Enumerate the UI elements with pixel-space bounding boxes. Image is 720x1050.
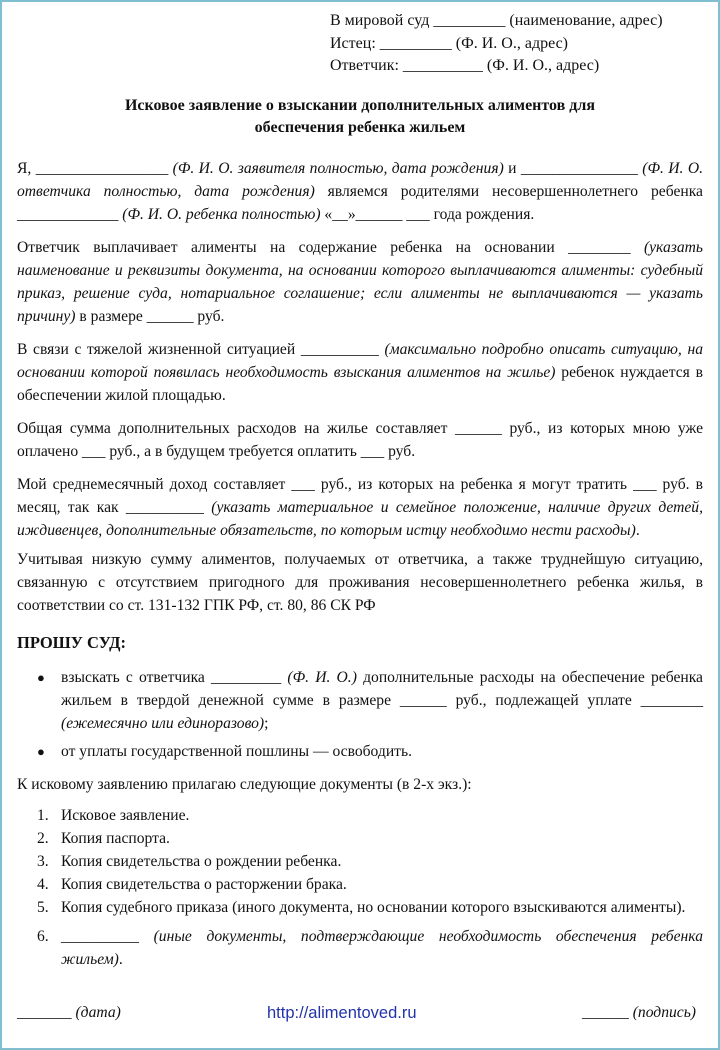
item-number: 6. bbox=[37, 927, 49, 945]
intro-hint-3: (Ф. И. О. ребенка полностью) bbox=[122, 205, 321, 223]
request-item bbox=[17, 740, 703, 763]
item-text: Копия свидетельства о рождении ребенка. bbox=[61, 852, 342, 870]
intro-hint-2: (Ф. И. О. ответчика полностью, дата рождения) bbox=[17, 159, 703, 200]
item-text: Копия паспорта. bbox=[61, 829, 170, 847]
request-text-2: дополнительные расходы на обеспечение ребенка жильем в твердой денежной сумме в размере ______ руб., подлежащей уплате ________ bbox=[61, 668, 703, 709]
date-label: (дата) bbox=[75, 1004, 121, 1021]
item-number: 2. bbox=[37, 829, 49, 847]
situation-paragraph bbox=[17, 338, 703, 407]
request-text-1: взыскать с ответчика _________ bbox=[61, 668, 288, 686]
intro-text-3: являемся родителями несовершеннолетнего ребенка _____________ bbox=[17, 182, 703, 223]
intro-text-4: «__»______ ___ года рождения. bbox=[320, 205, 535, 223]
date-field bbox=[17, 1001, 121, 1024]
alimony-text-2: в размере ______ руб. bbox=[75, 307, 225, 325]
item-hint: (иные документы, подтверждающие необходимость обеспечения ребенка жильем) bbox=[61, 927, 703, 968]
site-watermark: http://alimentoved.ru bbox=[267, 1004, 417, 1022]
addressee-block bbox=[330, 10, 703, 78]
attachment-item bbox=[17, 896, 703, 919]
item-number: 1. bbox=[37, 806, 49, 824]
expenses-paragraph: Общая сумма дополнительных расходов на жилье составляет ______ руб., из которых мною уже оплачено ___ руб., а в будущем требуется оплатить ___ руб. bbox=[17, 419, 703, 460]
plaintiff-line: Истец: _________ (Ф. И. О., адрес) bbox=[330, 34, 569, 52]
basis-paragraph: Учитывая низкую сумму алиментов, получаемых от ответчика, а также труднейшую ситуацию, связанную с отсутствием пригодного для проживания несовершеннолетнего ребенка жилья, в соответствии со ст. 131-132 ГПК РФ, ст. 80, 86 СК РФ bbox=[17, 550, 703, 614]
situation-text-2: ребенок нуждается в обеспечении жилой площадью. bbox=[17, 363, 703, 404]
alimony-paragraph bbox=[17, 236, 703, 328]
item-text: Копия свидетельства о расторжении брака. bbox=[61, 875, 347, 893]
court-line: В мировой суд _________ (наименование, адрес) bbox=[330, 12, 663, 29]
request-hint-1: (Ф. И. О.) bbox=[287, 668, 357, 686]
bullet-icon: ● bbox=[37, 743, 45, 759]
alimony-text-1: Ответчик выплачивает алименты на содержание ребенка на основании ________ bbox=[17, 238, 644, 256]
defendant-line: Ответчик: __________ (Ф. И. О., адрес) bbox=[330, 57, 600, 74]
bullet-icon: ● bbox=[37, 669, 45, 685]
title-line-2: обеспечения ребенка жильем bbox=[254, 118, 466, 136]
request-list bbox=[17, 666, 703, 763]
attachment-item bbox=[17, 873, 703, 896]
intro-text-1: Я, _________________ bbox=[17, 159, 173, 177]
signature-row bbox=[17, 1001, 696, 1025]
income-hint: (указать материальное и семейное положение, наличие других детей, иждивенцев, дополнительные обязательств, по которым истцу необходимо нести расходы) bbox=[17, 498, 703, 539]
request-text: от уплаты государственной пошлины — освободить. bbox=[61, 742, 413, 760]
item-number: 5. bbox=[37, 898, 49, 916]
request-item bbox=[17, 666, 703, 735]
signature-label: (подпись) bbox=[632, 1004, 696, 1021]
date-line: _______ bbox=[17, 1004, 76, 1021]
item-text-1: __________ bbox=[61, 927, 154, 945]
item-number: 4. bbox=[37, 875, 49, 893]
income-paragraph bbox=[17, 473, 703, 542]
attachments-intro: К исковому заявлению прилагаю следующие документы (в 2-х экз.): bbox=[17, 775, 472, 793]
item-text-2: . bbox=[118, 950, 123, 968]
document-title bbox=[17, 95, 703, 139]
item-text: Копия судебного приказа (иного документа, но основании которого взыскиваются алименты). bbox=[61, 898, 686, 916]
attachments-list bbox=[17, 804, 703, 971]
income-text-2: . bbox=[635, 521, 640, 539]
request-hint-2: (ежемесячно или единоразово) bbox=[61, 714, 265, 732]
attachment-item bbox=[17, 804, 703, 827]
income-text-1: Мой среднемесячный доход составляет ___ руб., из которых на ребенка я могут тратить ___ руб. в месяц, так как __________ bbox=[17, 475, 703, 516]
intro-paragraph bbox=[17, 157, 703, 226]
title-line-1: Исковое заявление о взыскании дополнительных алиментов для bbox=[124, 96, 595, 114]
situation-text-1: В связи с тяжелой жизненной ситуацией __________ bbox=[17, 340, 385, 358]
alimony-hint: (указать наименование и реквизиты документа, на основании которого выплачиваются алименты: судебный приказ, решение суда, нотариальное соглашение; если алименты не выплачиваются — указать причину) bbox=[17, 238, 703, 325]
situation-hint: (максимально подробно описать ситуацию, на основании которой появилась необходимость взыскания алиментов на жилье) bbox=[17, 340, 703, 381]
attachment-item bbox=[17, 925, 703, 971]
signature-line: ______ bbox=[582, 1004, 633, 1021]
request-text-3: ; bbox=[264, 714, 269, 732]
attachment-item bbox=[17, 850, 703, 873]
item-text: Исковое заявление. bbox=[61, 806, 190, 824]
attachment-item bbox=[17, 827, 703, 850]
item-number: 3. bbox=[37, 852, 49, 870]
intro-text-2: и _______________ bbox=[503, 159, 643, 177]
signature-field bbox=[582, 1001, 696, 1024]
intro-hint-1: (Ф. И. О. заявителя полностью, дата рождения) bbox=[172, 159, 504, 177]
request-heading: ПРОШУ СУД: bbox=[17, 632, 126, 652]
